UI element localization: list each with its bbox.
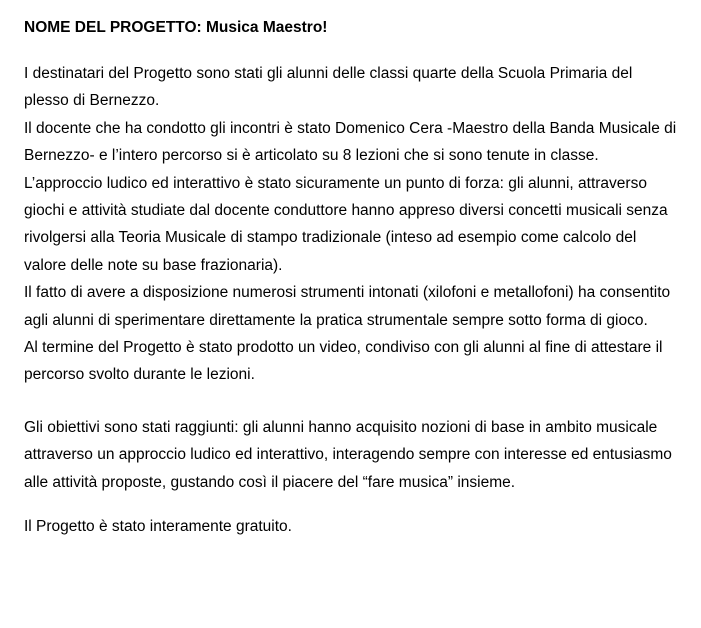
paragraph-objectives: Gli obiettivi sono stati raggiunti: gli alunni hanno acquisito nozioni di base in ambito musicale attraverso un approccio ludico ed interattivo, interagendo sempre con interesse ed entusiasmo alle attività proposte, gustando così il piacere del “fare musica” insieme. bbox=[24, 418, 672, 491]
paragraph-recipients: I destinatari del Progetto sono stati gli alunni delle classi quarte della Scuola Primaria del plesso di Bernezzo. bbox=[24, 65, 633, 110]
paragraph-teacher: Il docente che ha condotto gli incontri è stato Domenico Cera -Maestro della Banda Musicale di Bernezzo- e l’intero percorso si è articolato su 8 lezioni che si sono tenute in classe. bbox=[24, 119, 677, 165]
spacer bbox=[24, 389, 677, 414]
project-title: NOME DEL PROGETTO: Musica Maestro! bbox=[24, 19, 328, 36]
paragraph-instruments: Il fatto di avere a disposizione numerosi strumenti intonati (xilofoni e metallofoni) ha consentito agli alunni di sperimentare direttamente la pratica strumentale sempre sotto forma di gioco. bbox=[24, 284, 671, 329]
paragraph-cost: Il Progetto è stato interamente gratuito. bbox=[24, 518, 292, 536]
spacer bbox=[24, 496, 677, 513]
paragraph-video: Al termine del Progetto è stato prodotto un video, condiviso con gli alunni al fine di attestare il percorso svolto durante le lezioni. bbox=[24, 339, 663, 384]
paragraph-approach: L’approccio ludico ed interattivo è stato sicuramente un punto di forza: gli alunni, attraverso giochi e attività studiate dal docente conduttore hanno appreso diversi concetti musicali senza rivolgersi alla Teoria Musicale di stampo tradizionale (inteso ad esempio come calcolo del valore delle note su base frazionaria). bbox=[24, 174, 668, 274]
spacer bbox=[24, 40, 677, 60]
